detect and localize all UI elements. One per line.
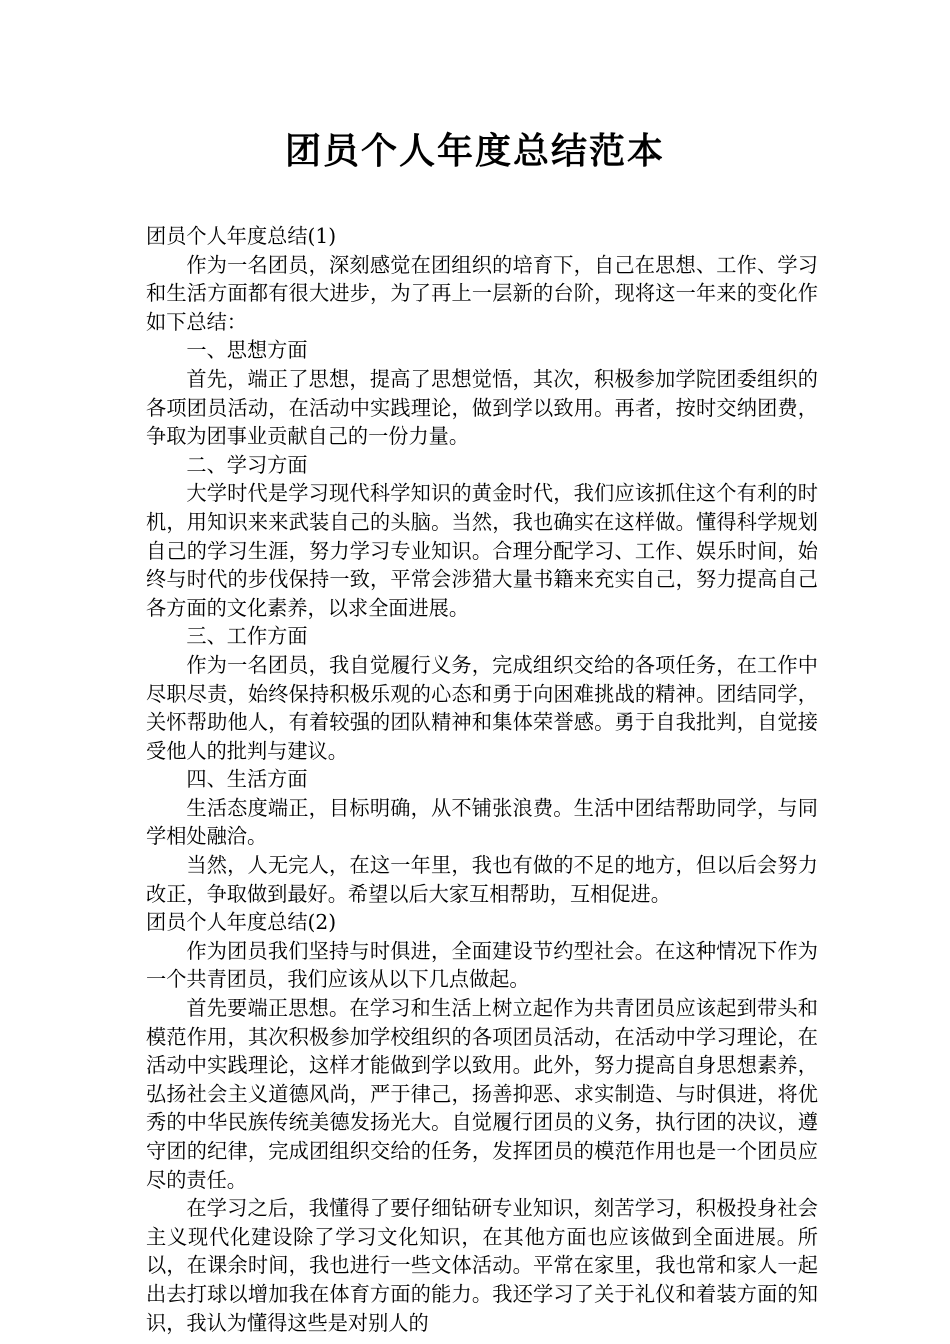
paragraph: 作为一名团员，深刻感觉在团组织的培育下，自己在思想、工作、学习和生活方面都有很大进步，为了再上一层新的台阶，现将这一年来的变化作如下总结： (146, 252, 818, 334)
paragraph: 作为一名团员，我自觉履行义务，完成组织交给的各项任务，在工作中尽职尽责，始终保持积极乐观的心态和勇于向困难挑战的精神。团结同学，关怀帮助他人，有着较强的团队精神和集体荣誉感。勇于自我批判，自觉接受他人的批判与建议。 (146, 652, 818, 763)
paragraph: 在学习之后，我懂得了要仔细钻研专业知识，刻苦学习，积极投身社会主义现代化建设除了学习文化知识，在其他方面也应该做到全面进展。所以，在课余时间，我也进行一些文体活动。平常在家里，我也常和家人一起出去打球以增加我在体育方面的能力。我还学习了关于礼仪和着装方面的知识，我认为懂得这些是对别人的 (146, 1196, 818, 1335)
paragraph: 生活态度端正，目标明确，从不铺张浪费。生活中团结帮助同学，与同学相处融洽。 (146, 795, 818, 849)
subsection-heading: 一、思想方面 (186, 338, 308, 363)
section-heading: 团员个人年度总结(2) (146, 910, 337, 935)
paragraph: 首先要端正思想。在学习和生活上树立起作为共青团员应该起到带头和模范作用，其次积极参加学校组织的各项团员活动，在活动中学习理论，在活动中实践理论，这样才能做到学以致用。此外，努力提高自身思想素养，弘扬社会主义道德风尚，严于律己，扬善抑恶、求实制造、与时俱进，将优秀的中华民族传统美德发扬光大。自觉履行团员的义务，执行团的决议，遵守团的纪律，完成团组织交给的任务，发挥团员的模范作用也是一个团员应尽的责任。 (146, 996, 818, 1192)
document-body (146, 222, 818, 1337)
document-title: 团员个人年度总结范本 (284, 131, 665, 172)
paragraph: 首先，端正了思想，提高了思想觉悟，其次，积极参加学院团委组织的各项团员活动，在活动中实践理论，做到学以致用。再者，按时交纳团费，争取为团事业贡献自己的一份力量。 (146, 366, 818, 449)
subsection-heading: 四、生活方面 (186, 767, 308, 792)
paragraph: 大学时代是学习现代科学知识的黄金时代，我们应该抓住这个有利的时机，用知识来来武装自己的头脑。当然，我也确实在这样做。懂得科学规划自己的学习生涯，努力学习专业知识。合理分配学习、工作、娱乐时间，始终与时代的步伐保持一致，平常会涉猎大量书籍来充实自己，努力提高自己各方面的文化素养，以求全面进展。 (146, 481, 818, 620)
section-heading: 团员个人年度总结(1) (146, 224, 337, 248)
subsection-heading: 三、工作方面 (186, 624, 308, 649)
paragraph: 当然，人无完人，在这一年里，我也有做的不足的地方，但以后会努力改正，争取做到最好。希望以后大家互相帮助，互相促进。 (146, 853, 818, 906)
paragraph: 作为团员我们坚持与时俱进，全面建设节约型社会。在这种情况下作为一个共青团员，我们应该从以下几点做起。 (146, 938, 818, 992)
subsection-heading: 二、学习方面 (186, 452, 308, 477)
